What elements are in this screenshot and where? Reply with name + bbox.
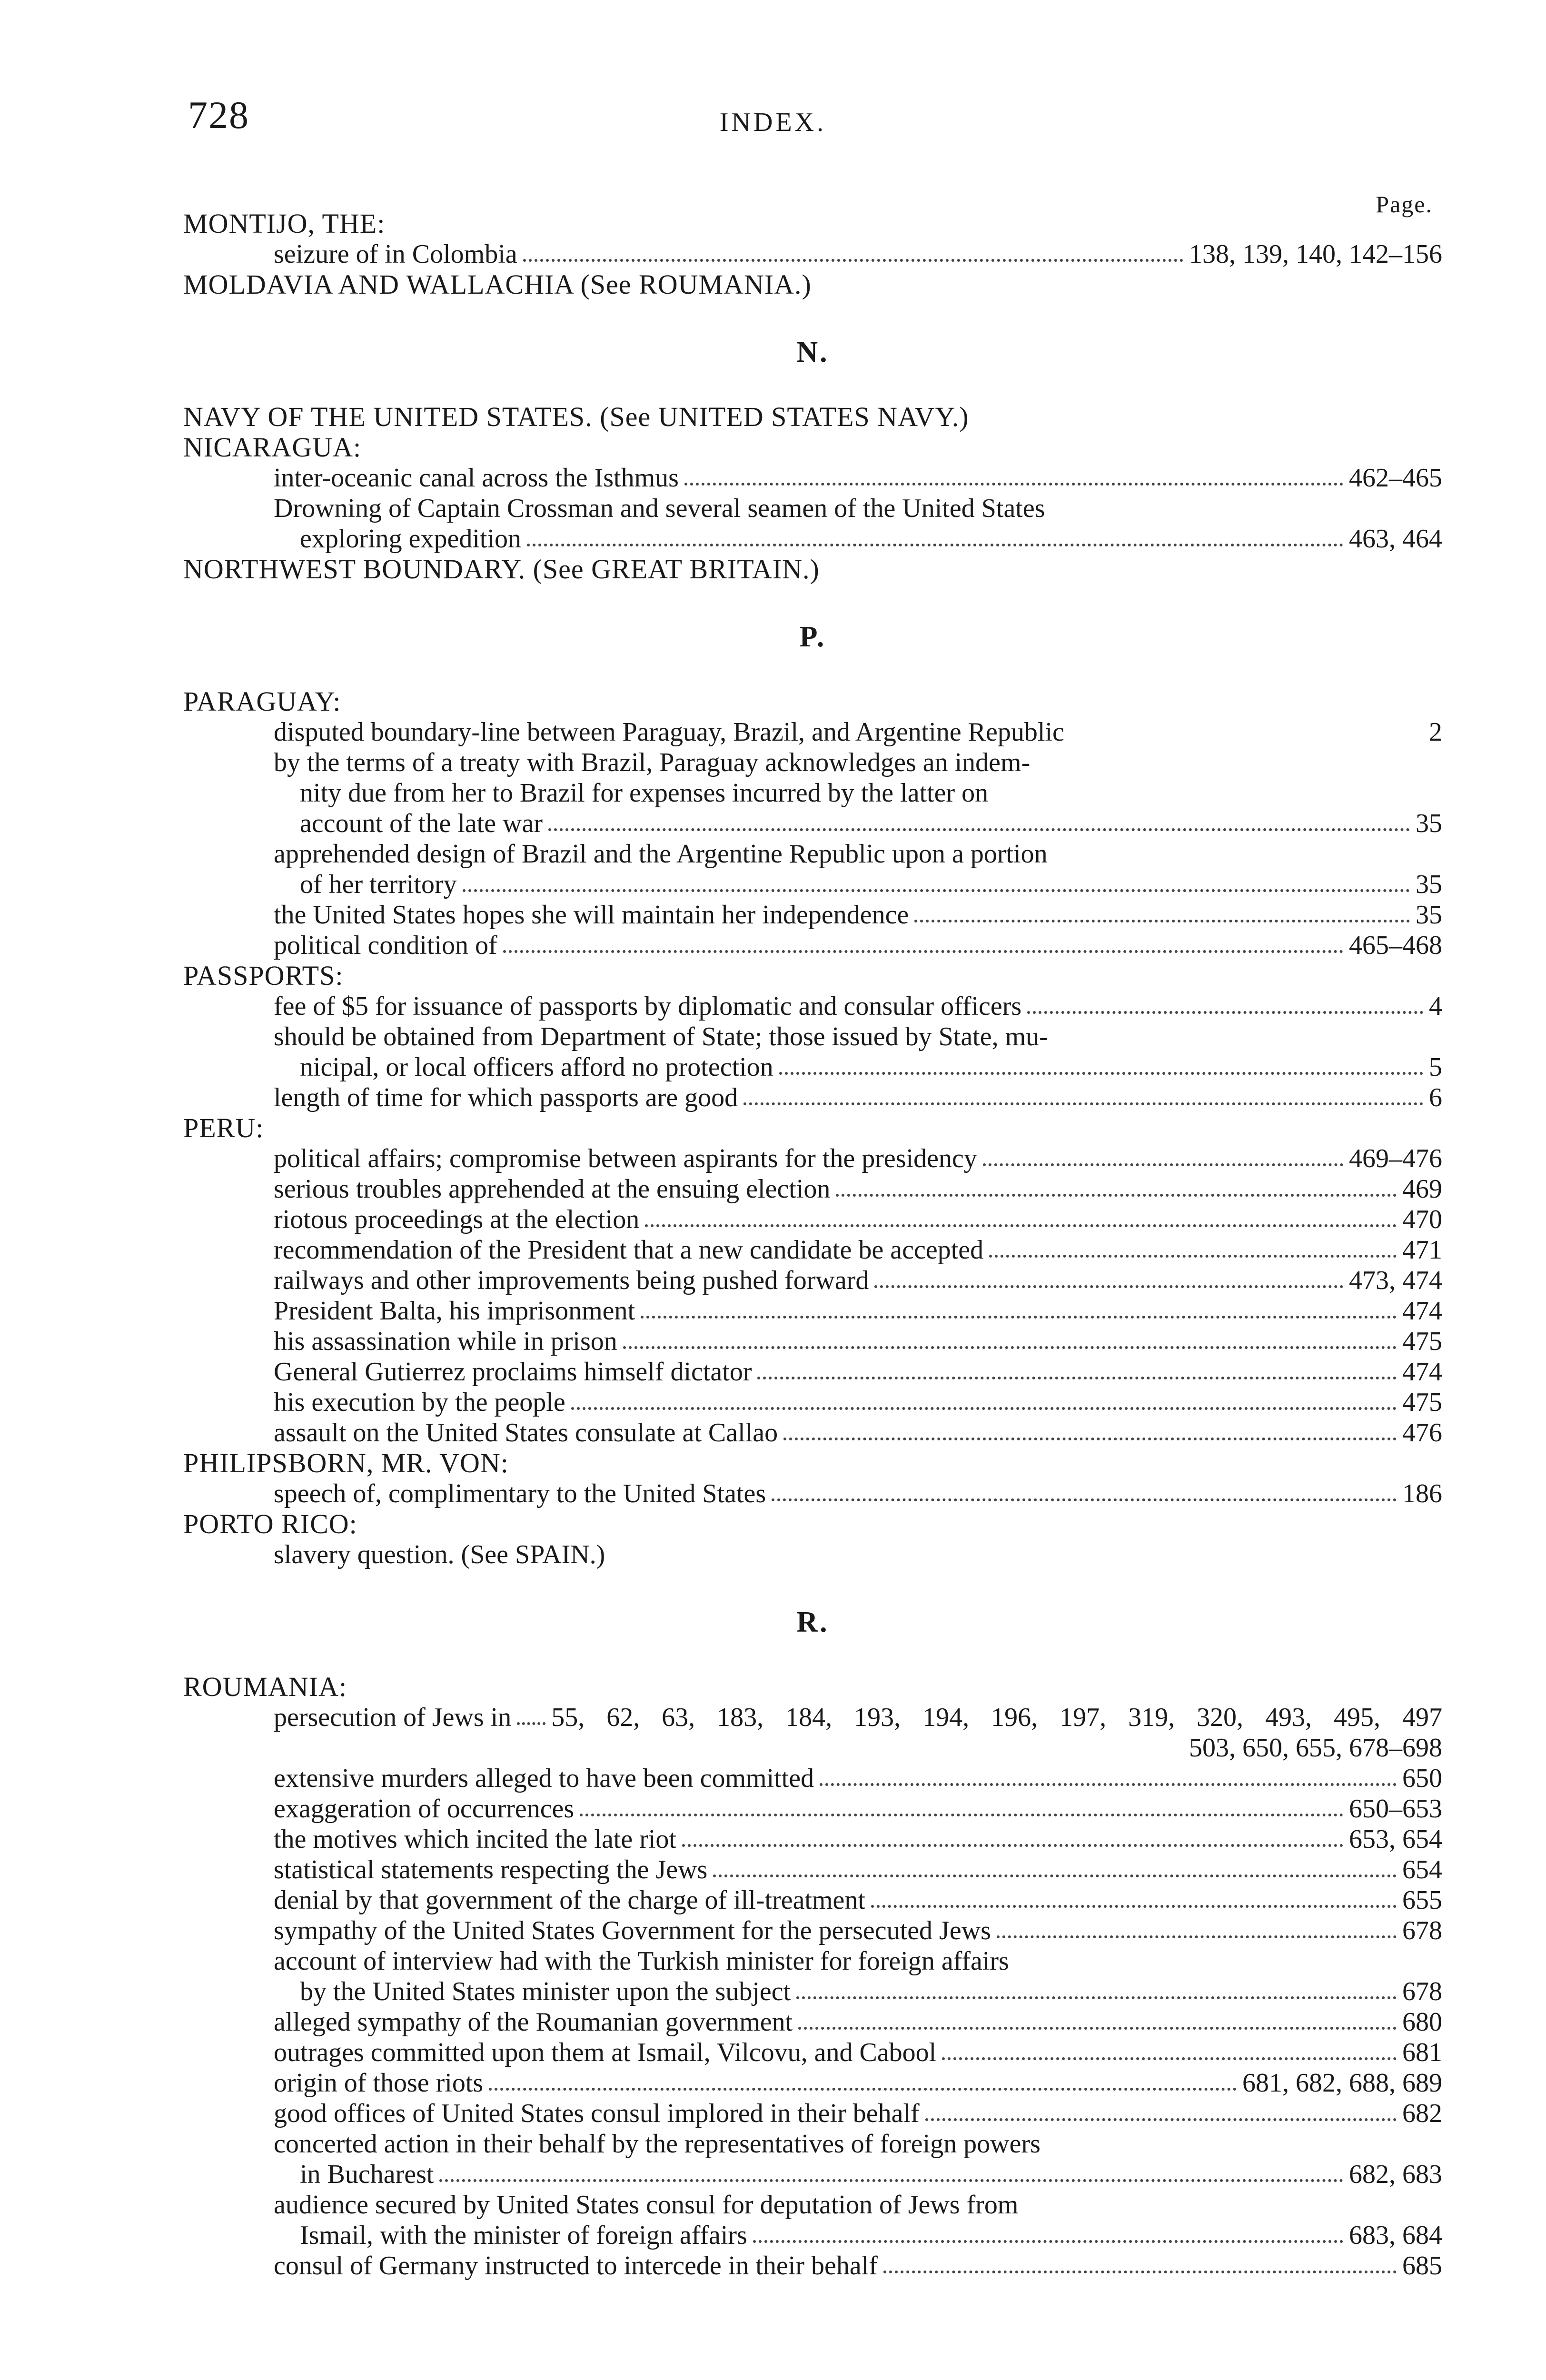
dot-leader [798, 2027, 1397, 2030]
dot-leader [682, 1844, 1343, 1847]
entry-roumania-5: denial by that government of the charge of ill-treatment 655 [274, 1885, 1442, 1915]
page-ref: 462–465 [1349, 463, 1442, 493]
dot-leader [779, 1072, 1423, 1075]
dot-leader [989, 1255, 1397, 1258]
dot-leader [439, 2179, 1343, 2182]
page-number: 728 [188, 93, 249, 137]
entry-roumania-8: outrages committed upon them at Ismail, Vilcovu, and Cabool 681 [274, 2038, 1442, 2067]
entry-passports-length: length of time for which passports are good 6 [274, 1083, 1442, 1112]
heading-moldavia: MOLDAVIA AND WALLACHIA (See ROUMANIA.) [183, 269, 812, 300]
section-p [183, 614, 1442, 1570]
page-ref: 475 [1402, 1388, 1442, 1417]
heading-montijo: MONTIJO, THE: [183, 208, 386, 239]
entry-paraguay-design-cont: of her territory 35 [300, 870, 1442, 899]
page-ref: 5 [1429, 1052, 1442, 1082]
entry-paraguay-treaty-cont: nity due from her to Brazil for expenses incurred by the latter on [300, 778, 989, 808]
dot-leader [883, 2271, 1397, 2273]
page-ref: 186 [1402, 1479, 1442, 1508]
page-ref: 678 [1402, 1977, 1442, 2006]
entry-paraguay-treaty: by the terms of a treaty with Brazil, Paraguay acknowledges an indem- [274, 748, 1031, 777]
page-ref: 681 [1402, 2038, 1442, 2067]
page-ref: 469–476 [1349, 1144, 1442, 1173]
dot-leader [925, 2118, 1397, 2121]
entry-roumania-concerted-cont: in Bucharest 682, 683 [300, 2160, 1442, 2189]
dot-leader [489, 2088, 1237, 2091]
page-ref: 4 [1429, 992, 1442, 1021]
entry-nicaragua-canal: inter-oceanic canal across the Isthmus 462–465 [274, 463, 1442, 493]
heading-roumania: ROUMANIA: [183, 1671, 347, 1702]
dot-leader [713, 1874, 1397, 1877]
entry-peru-8: General Gutierrez proclaims himself dictator 474 [274, 1357, 1442, 1387]
page-ref: 35 [1416, 900, 1442, 930]
page-ref: 680 [1402, 2007, 1442, 2037]
entry-philipsborn-speech: speech of, complimentary to the United States 186 [274, 1479, 1442, 1508]
entry-paraguay-design: apprehended design of Brazil and the Argentine Republic upon a portion [274, 839, 1048, 869]
heading-passports: PASSPORTS: [183, 960, 344, 991]
entry-peru-4: recommendation of the President that a new candidate be accepted 471 [274, 1235, 1442, 1265]
dot-leader [983, 1163, 1343, 1166]
entry-paraguay-treaty-cont2: account of the late war 35 [300, 809, 1442, 838]
page-ref: 475 [1402, 1327, 1442, 1356]
page-ref: 682 [1402, 2099, 1442, 2128]
dot-leader [874, 1285, 1343, 1288]
dot-leader [836, 1194, 1397, 1197]
heading-porto-rico: PORTO RICO: [183, 1508, 357, 1539]
section-letter-n: N. [796, 336, 829, 368]
page-ref: 474 [1402, 1357, 1442, 1387]
dot-leader [645, 1224, 1397, 1227]
dot-leader [743, 1102, 1423, 1105]
dot-leader [503, 950, 1343, 953]
page-ref: 35 [1416, 870, 1442, 899]
dot-leader [527, 544, 1343, 546]
heading-paraguay: PARAGUAY: [183, 686, 341, 717]
entry-paraguay-political: political condition of 465–468 [274, 931, 1442, 960]
entry-peru-2: serious troubles apprehended at the ensuing election 469 [274, 1174, 1442, 1204]
heading-nicaragua: NICARAGUA: [183, 432, 362, 463]
entry-roumania-10: good offices of United States consul implored in their behalf 682 [274, 2099, 1442, 2128]
page-ref: 465–468 [1349, 931, 1442, 960]
entry-peru-6: President Balta, his imprisonment 474 [274, 1296, 1442, 1326]
entry-porto-rico-slavery: slavery question. (See SPAIN.) [274, 1540, 605, 1569]
page-column-label: Page. [1376, 191, 1433, 218]
dot-leader [772, 1498, 1397, 1501]
page-ref: 55, 62, 63, 183, 184, 193, 194, 196, 197, 319, 320, 493, 495, 497 [551, 1703, 1442, 1732]
entry-roumania-account-cont: by the United States minister upon the subject 678 [300, 1977, 1442, 2006]
entry-roumania-3: the motives which incited the late riot 653, 654 [274, 1825, 1442, 1854]
page-ref: 685 [1402, 2251, 1442, 2281]
dot-leader [463, 889, 1410, 892]
entry-roumania-persecution: persecution of Jews in 55, 62, 63, 183, 184, 193, 194, 196, 197, 319, 320, 493, 495, 497 [274, 1703, 1442, 1732]
dot-leader [820, 1783, 1397, 1786]
page-ref: 682, 683 [1349, 2160, 1442, 2189]
heading-peru: PERU: [183, 1112, 264, 1143]
page-ref: 469 [1402, 1174, 1442, 1204]
page-ref: 35 [1416, 809, 1442, 838]
page-ref: 678 [1402, 1916, 1442, 1945]
dot-leader [757, 1377, 1397, 1379]
entry-nicaragua-drowning-cont: exploring expedition 463, 464 [300, 524, 1442, 554]
page-ref: 650–653 [1349, 1794, 1442, 1824]
page-ref: 6 [1429, 1083, 1442, 1112]
dot-leader [523, 259, 1183, 262]
heading-northwest-boundary: NORTHWEST BOUNDARY. (See GREAT BRITAIN.) [183, 554, 820, 585]
entry-roumania-6: sympathy of the United States Government for the persecuted Jews 678 [274, 1916, 1442, 1945]
entry-roumania-persecution-cont: 503, 650, 655, 678–698 [1189, 1733, 1442, 1763]
page-ref: 655 [1402, 1885, 1442, 1915]
entry-roumania-2: exaggeration of occurrences 650–653 [274, 1794, 1442, 1824]
heading-navy: NAVY OF THE UNITED STATES. (See UNITED STATES NAVY.) [183, 401, 969, 432]
page-ref: 470 [1402, 1205, 1442, 1234]
dot-leader [641, 1316, 1397, 1319]
page-ref: 2 [1429, 717, 1442, 747]
dot-leader [517, 1722, 545, 1725]
entry-nicaragua-drowning: Drowning of Captain Crossman and several seamen of the United States [274, 494, 1045, 523]
entry-roumania-account: account of interview had with the Turkish minister for foreign affairs [274, 1946, 1009, 1976]
entry-roumania-consul-germany: consul of Germany instructed to intercede in their behalf 685 [274, 2251, 1442, 2281]
dot-leader [548, 828, 1410, 831]
page-ref: 650 [1402, 1764, 1442, 1793]
section-r [183, 1599, 1442, 2281]
dot-leader [684, 483, 1343, 486]
entry-roumania-1: extensive murders alleged to have been committed 650 [274, 1764, 1442, 1793]
dot-leader [796, 1996, 1397, 1999]
dot-leader [571, 1407, 1397, 1410]
entry-roumania-7: alleged sympathy of the Roumanian government 680 [274, 2007, 1442, 2037]
entry-peru-10: assault on the United States consulate at Callao 476 [274, 1418, 1442, 1448]
page-ref: 138, 139, 140, 142–156 [1189, 239, 1442, 269]
page-ref: 683, 684 [1349, 2221, 1442, 2250]
dot-leader [1027, 1011, 1423, 1014]
entry-roumania-audience: audience secured by United States consul for deputation of Jews from [274, 2190, 1019, 2220]
index-content [183, 190, 1442, 2281]
page-ref: 474 [1402, 1296, 1442, 1326]
entry-montijo-seizure: seizure of in Colombia 138, 139, 140, 142–156 [274, 239, 1442, 269]
entry-peru-5: railways and other improvements being pushed forward 473, 474 [274, 1266, 1442, 1295]
page-ref: 681, 682, 688, 689 [1242, 2068, 1442, 2098]
page-ref: 473, 474 [1349, 1266, 1442, 1295]
entry-peru-3: riotous proceedings at the election 470 [274, 1205, 1442, 1234]
page-ref: 471 [1402, 1235, 1442, 1265]
dot-leader [942, 2057, 1397, 2060]
running-title: INDEX. [719, 108, 827, 137]
page-ref: 653, 654 [1349, 1825, 1442, 1854]
page-ref: 463, 464 [1349, 524, 1442, 554]
section-m [183, 208, 1442, 300]
entry-roumania-concerted: concerted action in their behalf by the representatives of foreign powers [274, 2129, 1041, 2159]
entry-passports-fee: fee of $5 for issuance of passports by diplomatic and consular officers 4 [274, 992, 1442, 1021]
entry-peru-9: his execution by the people 475 [274, 1388, 1442, 1417]
dot-leader [783, 1438, 1397, 1440]
page-ref: 476 [1402, 1418, 1442, 1448]
entry-peru-7: his assassination while in prison 475 [274, 1327, 1442, 1356]
section-n [183, 329, 1442, 585]
entry-passports-obtained-cont: nicipal, or local officers afford no protection 5 [300, 1052, 1442, 1082]
heading-philipsborn: PHILIPSBORN, MR. VON: [183, 1448, 509, 1478]
entry-passports-obtained: should be obtained from Department of State; those issued by State, mu- [274, 1022, 1048, 1051]
entry-paraguay-boundary: disputed boundary-line between Paraguay, Brazil, and Argentine Republic 2 [274, 717, 1442, 747]
dot-leader [580, 1814, 1343, 1816]
page-ref: 654 [1402, 1855, 1442, 1884]
entry-peru-1: political affairs; compromise between aspirants for the presidency 469–476 [274, 1144, 1442, 1173]
entry-roumania-4: statistical statements respecting the Jews 654 [274, 1855, 1442, 1884]
section-letter-p: P. [799, 621, 826, 653]
dot-leader [871, 1905, 1397, 1908]
entry-roumania-audience-cont: Ismail, with the minister of foreign affairs 683, 684 [300, 2221, 1442, 2250]
dot-leader [997, 1935, 1397, 1938]
dot-leader [623, 1346, 1397, 1349]
entry-paraguay-independence: the United States hopes she will maintain her independence 35 [274, 900, 1442, 930]
dot-leader [914, 920, 1410, 922]
section-letter-r: R. [796, 1606, 829, 1638]
entry-roumania-9: origin of those riots 681, 682, 688, 689 [274, 2068, 1442, 2098]
dot-leader [753, 2240, 1343, 2243]
